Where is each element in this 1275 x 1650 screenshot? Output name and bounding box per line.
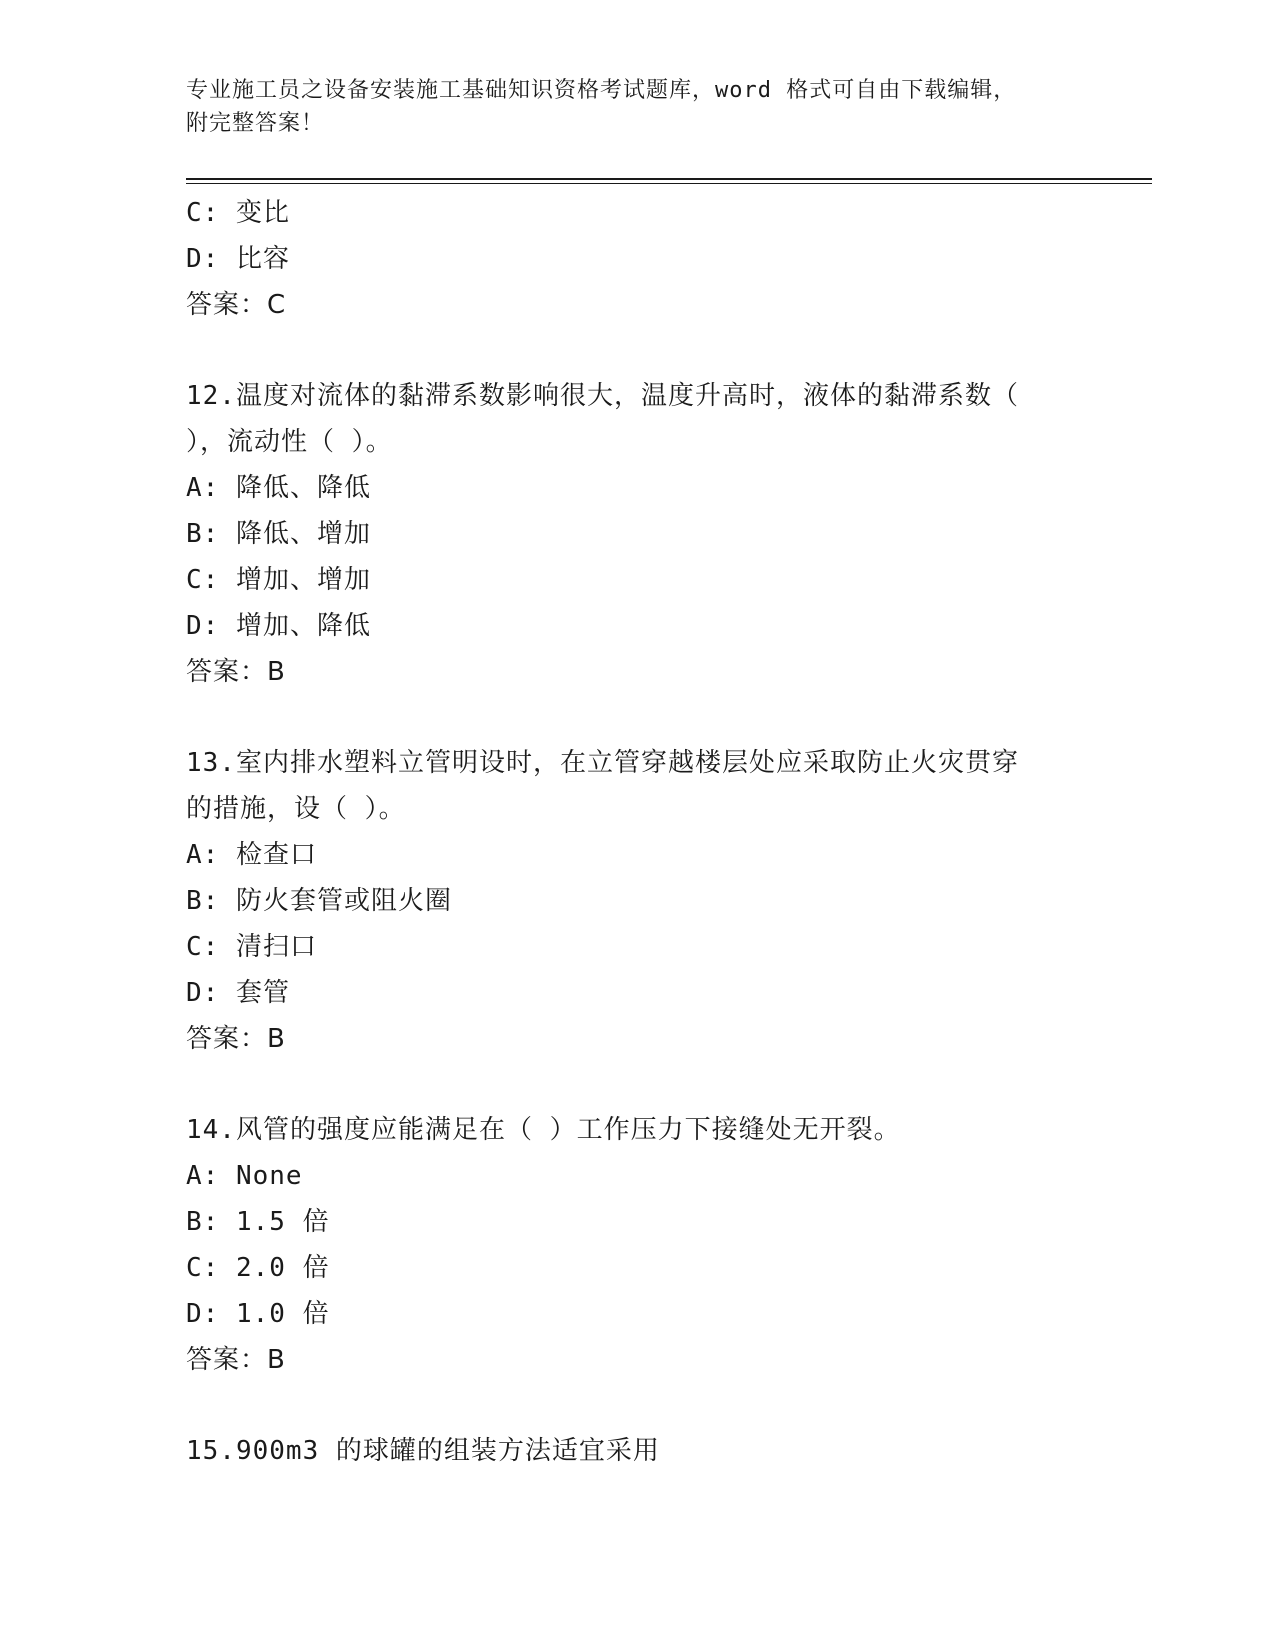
option-d: D: 套管 bbox=[186, 978, 290, 1008]
question-15 bbox=[186, 1428, 1086, 1474]
question-stem-line: 15.900m3 的球罐的组装方法适宜采用 bbox=[186, 1436, 660, 1466]
answer: 答案：B bbox=[186, 1024, 286, 1054]
answer: 答案：C bbox=[186, 290, 287, 320]
question-stem-line: 的措施，设（ ）。 bbox=[186, 794, 406, 824]
option-d: D: 增加、降低 bbox=[186, 611, 371, 641]
answer: 答案：B bbox=[186, 1345, 286, 1375]
option-b: B: 降低、增加 bbox=[186, 519, 371, 549]
document-header bbox=[186, 74, 1086, 140]
question-11-continued bbox=[186, 190, 1086, 328]
option-d: D: 比容 bbox=[186, 244, 290, 274]
header-divider-thick bbox=[186, 178, 1152, 180]
question-stem-line: ），流动性（ ）。 bbox=[186, 427, 393, 457]
option-b: B: 防火套管或阻火圈 bbox=[186, 886, 452, 916]
question-list bbox=[186, 190, 1086, 1474]
option-c: C: 2.0 倍 bbox=[186, 1253, 330, 1283]
option-a: A: 降低、降低 bbox=[186, 473, 371, 503]
question-stem-line: 13.室内排水塑料立管明设时，在立管穿越楼层处应采取防止火灾贯穿 bbox=[186, 748, 1019, 778]
question-14 bbox=[186, 1107, 1086, 1383]
question-stem-line: 12.温度对流体的黏滞系数影响很大，温度升高时，液体的黏滞系数（ bbox=[186, 381, 1019, 411]
option-d: D: 1.0 倍 bbox=[186, 1299, 330, 1329]
option-a: A: None bbox=[186, 1161, 303, 1191]
question-12 bbox=[186, 373, 1086, 695]
question-stem-line: 14.风管的强度应能满足在（ ）工作压力下接缝处无开裂。 bbox=[186, 1115, 901, 1145]
question-13 bbox=[186, 740, 1086, 1062]
answer: 答案：B bbox=[186, 657, 286, 687]
option-c: C: 变比 bbox=[186, 198, 290, 228]
option-c: C: 清扫口 bbox=[186, 932, 317, 962]
header-divider-thin bbox=[186, 183, 1152, 184]
header-line-2: 附完整答案！ bbox=[186, 111, 325, 136]
option-c: C: 增加、增加 bbox=[186, 565, 371, 595]
option-b: B: 1.5 倍 bbox=[186, 1207, 330, 1237]
option-a: A: 检查口 bbox=[186, 840, 317, 870]
header-line-1: 专业施工员之设备安装施工基础知识资格考试题库，word 格式可自由下载编辑， bbox=[186, 78, 1017, 103]
